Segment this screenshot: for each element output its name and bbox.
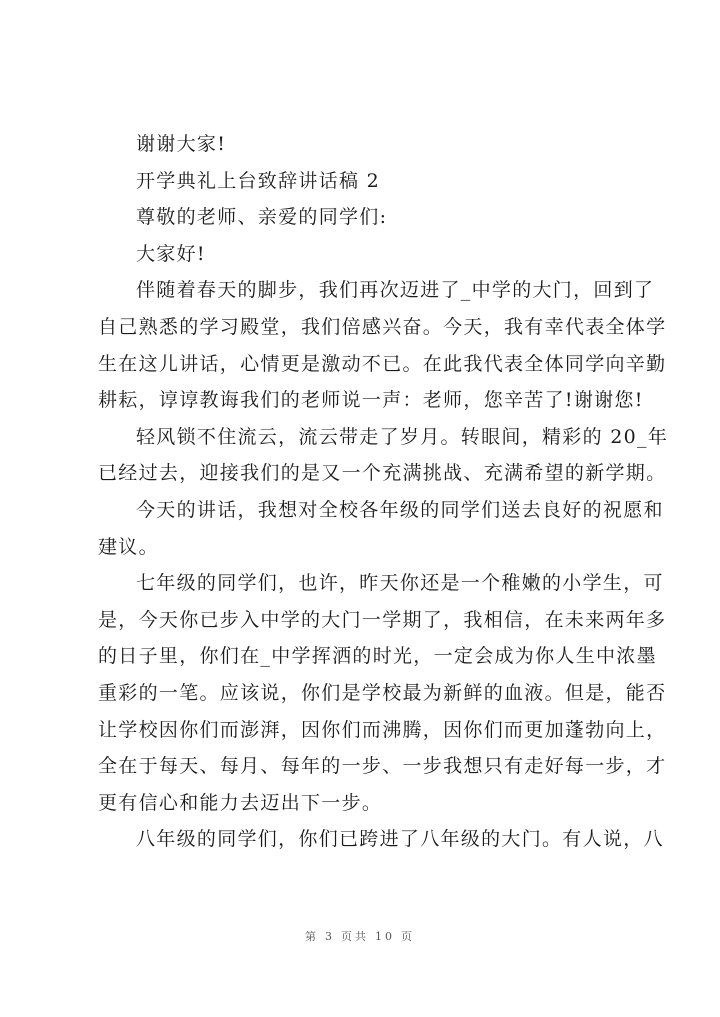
text-line: 更有信心和能力去迈出下一步。 (98, 791, 383, 814)
text-line: 伴随着春天的脚步，我们再次迈进了_中学的大门，回到了 (136, 279, 655, 302)
footer-prefix: 第 (305, 930, 319, 943)
text-line: 生在这儿讲话，心情更是激动不已。在此我代表全体同学向辛勤 (98, 352, 667, 375)
text-line: 八年级的同学们，你们已跨进了八年级的大门。有人说，八 (136, 828, 664, 851)
text-line: 是，今天你已步入中学的大门一学期了，我相信，在未来两年多 (98, 608, 667, 631)
text-line: 让学校因你们而澎湃，因你们而沸腾，因你们而更加蓬勃向上， (98, 718, 667, 741)
text-line: 重彩的一笔。应该说，你们是学校最为新鲜的血液。但是，能否 (98, 681, 667, 704)
text-line: 全在于每天、每月、每年的一步、一步我想只有走好每一步，才 (98, 755, 667, 778)
footer-total-pages: 10 (375, 930, 395, 943)
text-line: 轻风锁不住流云，流云带走了岁月。转眼间，精彩的 20_年 (136, 425, 669, 448)
text-line: 已经过去，迎接我们的是又一个充满挑战、充满希望的新学期。 (98, 462, 667, 485)
text-line: 今天的讲话，我想对全校各年级的同学们送去良好的祝愿和 (136, 498, 664, 521)
text-line: 耕耘，谆谆教诲我们的老师说一声：老师，您辛苦了!谢谢您! (98, 389, 644, 412)
text-line: 开学典礼上台致辞讲话稿 2 (136, 169, 381, 192)
footer-suffix: 页 (401, 930, 415, 943)
document-body (98, 126, 669, 858)
text-line: 自己熟悉的学习殿堂，我们倍感兴奋。今天，我有幸代表全体学 (98, 315, 667, 338)
footer-mid: 页共 (341, 930, 369, 943)
text-line: 大家好! (136, 242, 206, 265)
text-line: 七年级的同学们，也许，昨天你还是一个稚嫩的小学生，可 (136, 572, 664, 595)
text-line: 建议。 (98, 535, 159, 558)
text-line: 的日子里，你们在_中学挥洒的时光，一定会成为你人生中浓墨 (98, 645, 657, 668)
page-footer (0, 928, 720, 944)
text-line: 尊敬的老师、亲爱的同学们: (136, 206, 388, 229)
text-line: 谢谢大家! (136, 133, 227, 155)
footer-current-page: 3 (325, 930, 335, 943)
